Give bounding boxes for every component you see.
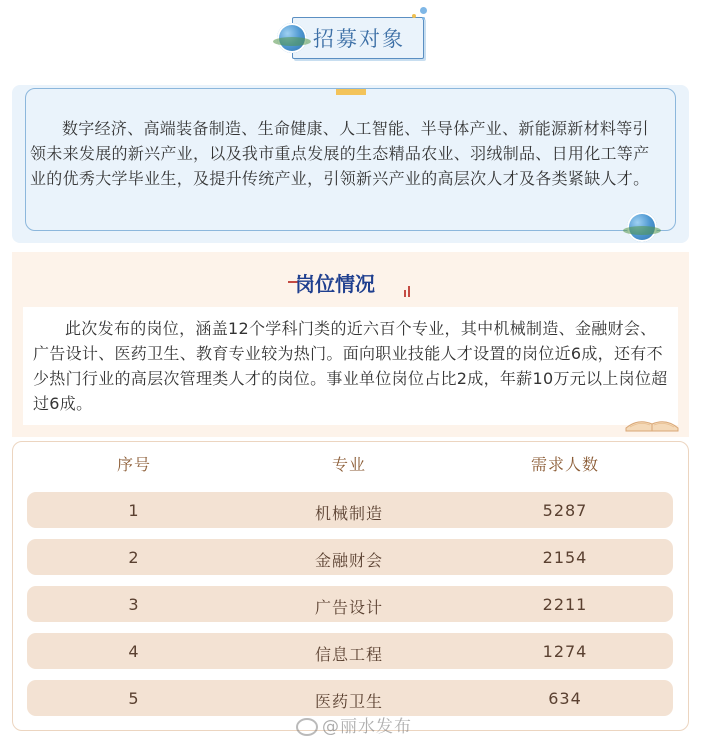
jobs-title: 岗位情况 xyxy=(295,272,375,296)
row-demand: 2211 xyxy=(542,595,588,614)
row-index: 4 xyxy=(128,642,140,661)
row-index: 2 xyxy=(128,548,140,567)
bars-decoration-icon xyxy=(404,285,414,297)
globe-icon xyxy=(627,212,657,242)
row-major: 广告设计 xyxy=(314,598,384,617)
jobs-text-box xyxy=(23,307,678,425)
row-major: 机械制造 xyxy=(314,504,384,523)
recruit-body: 数字经济、高端装备制造、生命健康、人工智能、半导体产业、新能源新材料等引领未来发展的新兴产业，以及我市重点发展的生态精品农业、羽绒制品、日用化工等产业的优秀大学毕业生，及提升传统产业，引领新兴产业的高层次人才及各类紧缺人才。 xyxy=(30,119,650,188)
header-index: 序号 xyxy=(116,455,152,474)
row-demand: 634 xyxy=(548,689,582,708)
table-row xyxy=(27,633,673,669)
watermark-text: @丽水发布 xyxy=(322,717,412,737)
row-demand: 1274 xyxy=(542,642,588,661)
watermark xyxy=(296,712,412,737)
jobs-body: 此次发布的岗位，涵盖12个学科门类的近六百个专业，其中机械制造、金融财会、广告设计、医药卫生、教育专业较为热门。面向职业技能人才设置的岗位近6成，还有不少热门行业的高层次管理类人才的岗位。事业单位岗位占比2成，年薪10万元以上岗位超过6成。 xyxy=(33,319,668,413)
row-index: 1 xyxy=(128,501,140,520)
recruit-section xyxy=(12,85,689,243)
row-demand: 2154 xyxy=(542,548,588,567)
book-icon xyxy=(624,412,680,432)
row-major: 金融财会 xyxy=(314,551,384,570)
row-major: 医药卫生 xyxy=(314,692,384,711)
yellow-tab-decoration xyxy=(336,89,366,95)
header-major: 专业 xyxy=(331,455,367,474)
header-demand: 需求人数 xyxy=(530,455,600,474)
recruit-title: 招募对象 xyxy=(313,27,405,51)
row-index: 3 xyxy=(128,595,140,614)
recruit-title-box xyxy=(292,17,424,59)
table-row xyxy=(27,492,673,528)
table-row xyxy=(27,680,673,716)
table-row xyxy=(27,586,673,622)
row-demand: 5287 xyxy=(542,501,588,520)
row-index: 5 xyxy=(128,689,140,708)
dots-decoration-icon xyxy=(412,7,428,21)
table-row xyxy=(27,539,673,575)
globe-icon xyxy=(277,23,307,53)
weibo-logo-icon xyxy=(296,718,318,736)
row-major: 信息工程 xyxy=(314,645,384,664)
